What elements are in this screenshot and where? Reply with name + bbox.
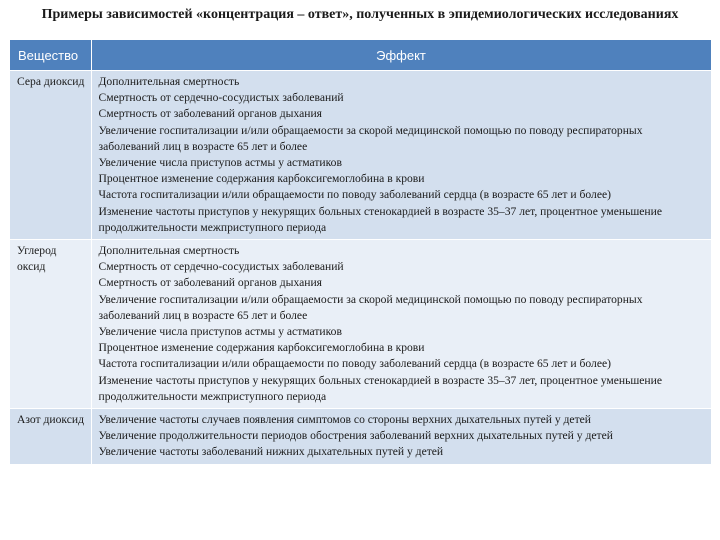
effects-cell [91, 409, 711, 464]
effect-item: Увеличение частоты случаев появления симптомов со стороны верхних дыхательных путей у детей [98, 413, 591, 427]
substance-cell: Сера диоксид [10, 71, 91, 240]
effect-item: Дополнительная смертность [98, 244, 240, 258]
effects-cell [91, 71, 711, 240]
effect-item: Увеличение числа приступов астмы у астматиков [98, 325, 342, 339]
effect-item: Увеличение госпитализации и/или обращаемости за скорой медицинской помощью по поводу респираторных заболеваний лиц в возрасте 65 лет и более [98, 123, 643, 153]
effect-item: Дополнительная смертность [98, 75, 240, 88]
effect-item: Изменение частоты приступов у некурящих больных стенокардией в возрасте 35–37 лет, процентное уменьшение продолжительности межприступного периода [98, 373, 662, 403]
effect-item: Смертность от заболеваний органов дыхания [98, 107, 322, 121]
effect-item: Процентное изменение содержания карбоксигемоглобина в крови [98, 172, 425, 186]
effect-item: Смертность от сердечно-сосудистых заболеваний [98, 260, 344, 274]
effects-cell [91, 240, 711, 409]
effects-table [10, 40, 712, 464]
header-substance: Вещество [10, 40, 91, 71]
page-title: Примеры зависимостей «концентрация – ответ», полученных в эпидемиологических исследованиях [41, 7, 679, 22]
effect-item: Увеличение числа приступов астмы у астматиков [98, 156, 342, 170]
effect-item: Увеличение госпитализации и/или обращаемости за скорой медицинской помощью по поводу респираторных заболеваний лиц в возрасте 65 лет и более [98, 292, 643, 322]
effect-item: Частота госпитализации и/или обращаемости по поводу заболеваний сердца (в возрасте 65 лет и более) [98, 188, 611, 202]
effect-item: Частота госпитализации и/или обращаемости по поводу заболеваний сердца (в возрасте 65 лет и более) [98, 357, 611, 371]
table-row [10, 409, 711, 464]
header-effect: Эффект [91, 40, 711, 71]
effect-item: Процентное изменение содержания карбоксигемоглобина в крови [98, 341, 425, 355]
effect-item: Смертность от сердечно-сосудистых заболеваний [98, 91, 344, 105]
effect-item: Изменение частоты приступов у некурящих больных стенокардией в возрасте 35–37 лет, процентное уменьшение продолжительности межприступного периода [98, 204, 662, 234]
table-header-row [10, 40, 711, 71]
substance-cell: Азот диоксид [10, 409, 91, 464]
effect-item: Увеличение частоты заболеваний нижних дыхательных путей у детей [98, 445, 444, 459]
effect-item: Смертность от заболеваний органов дыхания [98, 276, 322, 290]
table-row [10, 240, 711, 409]
effect-item: Увеличение продолжительности периодов обострения заболеваний верхних дыхательных путей у детей [98, 429, 613, 443]
substance-cell: Углерод оксид [10, 240, 91, 409]
table-row [10, 71, 711, 240]
